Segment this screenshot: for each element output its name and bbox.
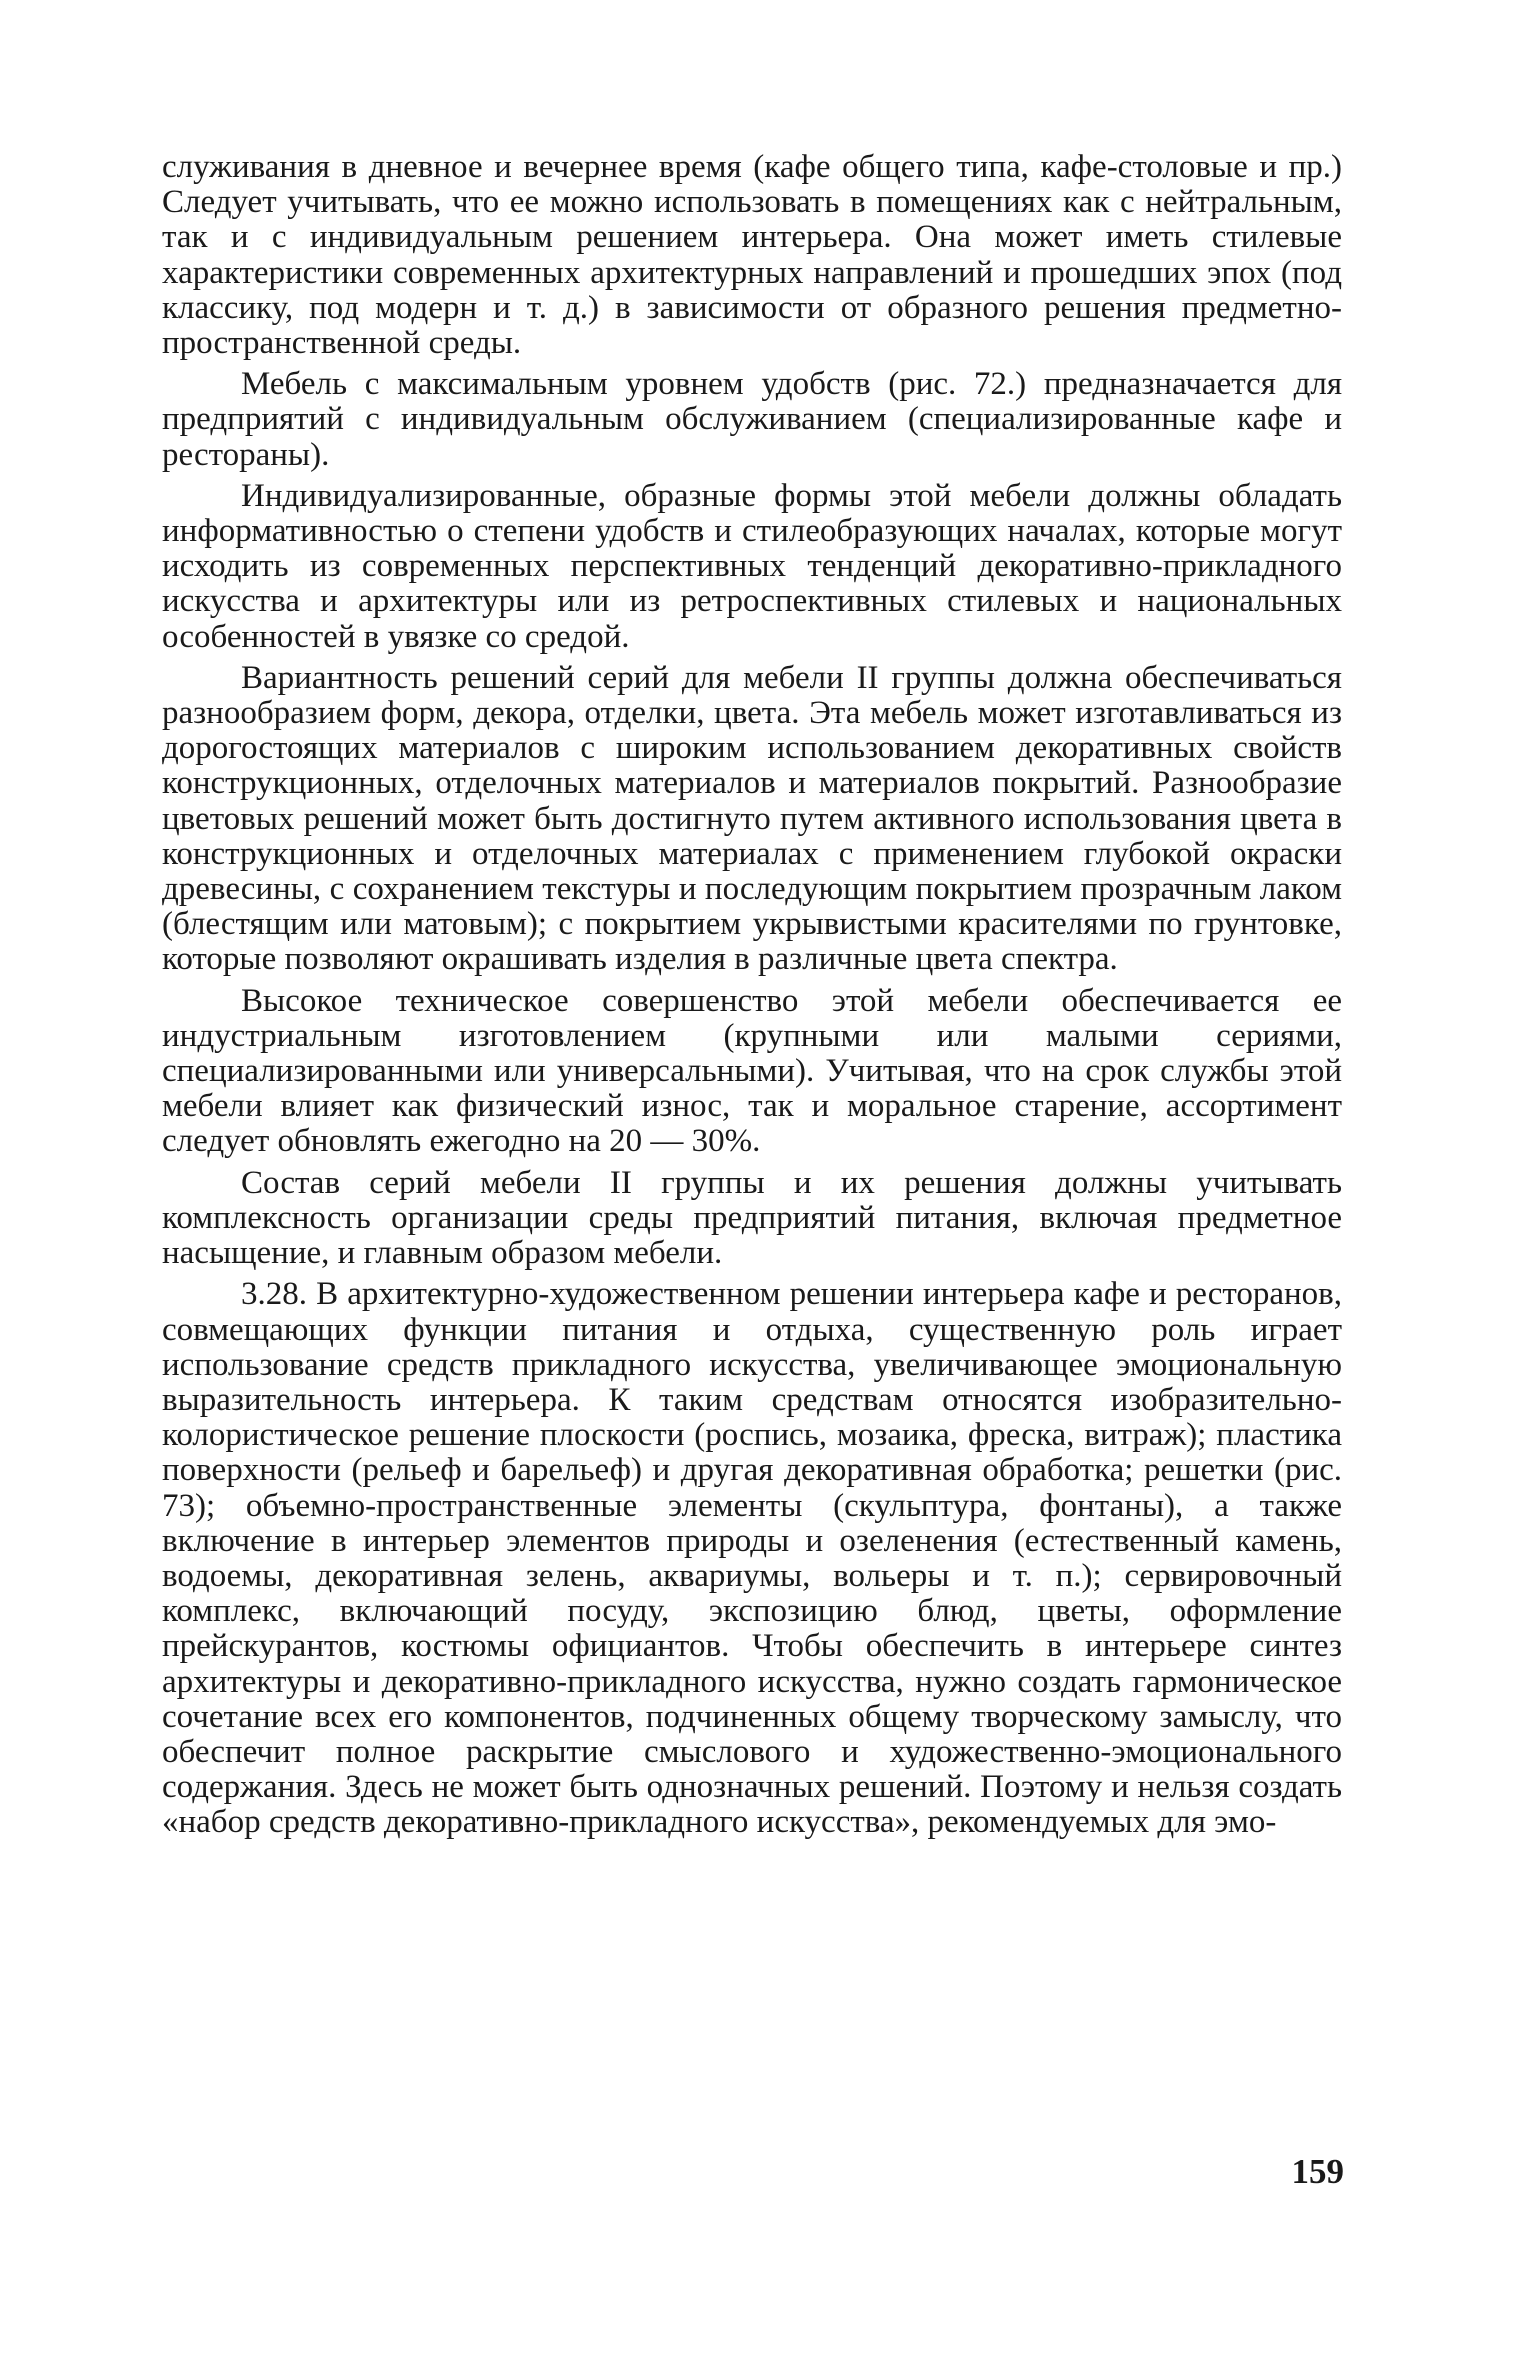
- page-text: [162, 150, 1342, 1841]
- paragraph-7: 3.28. В архитектурно-художественном решении интерьера кафе и ресторанов, совмещающих функции питания и отдыха, существенную роль играет использование средств прикладного искусства, увеличивающее эмоциональную выразительность интерьера. К таким средствам относятся изобразительно-колористическое решение плоскости (роспись, мозаика, фреска, витраж); пластика поверхности (рельеф и барельеф) и другая декоративная обработка; решетки (рис. 73); объемно-пространственные элементы (скульптура, фонтаны), а также включение в интерьер элементов природы и озеленения (естественный камень, водоемы, декоративная зелень, аквариумы, вольеры и т. п.); сервировочный комплекс, включающий посуду, экспозицию блюд, цветы, оформление прейскурантов, костюмы официантов. Чтобы обеспечить в интерьере синтез архитектуры и декоративно-прикладного искусства, нужно создать гармоническое сочетание всех его компонентов, подчиненных общему творческому замыслу, что обеспечит полное раскрытие смыслового и художественно-эмоционального содержания. Здесь не может быть однозначных решений. Поэтому и нельзя создать «набор средств декоративно-прикладного искусства», рекомендуемых для эмо-: [162, 1276, 1342, 1841]
- paragraph-4: Вариантность решений серий для мебели II группы должна обеспечиваться разнообразием форм, декора, отделки, цвета. Эта мебель может изготавливаться из дорогостоящих материалов с широким использованием декоративных свойств конструкционных, отделочных материалов и материалов покрытий. Разнообразие цветовых решений может быть достигнуто путем активного использования цвета в конструкционных и отделочных материалах с применением глубокой окраски древесины, с сохранением текстуры и последующим покрытием прозрачным лаком (блестящим или матовым); с покрытием укрывистыми красителями по грунтовке, которые позволяют окрашивать изделия в различные цвета спектра.: [162, 659, 1342, 978]
- paragraph-3: Индивидуализированные, образные формы этой мебели должны обладать информативностью о степени удобств и стилеобразующих началах, которые могут исходить из современных перспективных тенденций декоративно-прикладного искусства и архитектуры или из ретроспективных стилевых и национальных особенностей в увязке со средой.: [162, 477, 1342, 655]
- paragraph-1: служивания в дневное и вечернее время (кафе общего типа, кафе-столовые и пр.) Следует учитывать, что ее можно использовать в помещениях как с нейтральным, так и с индивидуальным решением интерьера. Она может иметь стилевые характеристики современных архитектурных направлений и прошедших эпох (под классику, под модерн и т. д.) в зависимости от образного решения предметно-пространственной среды.: [162, 149, 1342, 362]
- paragraph-5: Высокое техническое совершенство этой мебели обеспечивается ее индустриальным изготовлением (крупными или малыми сериями, специализированными или универсальными). Учитывая, что на срок службы этой мебели влияет как физический износ, так и моральное старение, ассортимент следует обновлять ежегодно на 20 — 30%.: [162, 982, 1342, 1160]
- page-number: 159: [1291, 2152, 1344, 2191]
- paragraph-2: Мебель с максимальным уровнем удобств (рис. 72.) предназначается для предприятий с индивидуальным обслуживанием (специализированные кафе и рестораны).: [162, 366, 1342, 473]
- paragraph-6: Состав серий мебели II группы и их решения должны учитывать комплексность организации среды предприятий питания, включая предметное насыщение, и главным образом мебели.: [162, 1164, 1342, 1272]
